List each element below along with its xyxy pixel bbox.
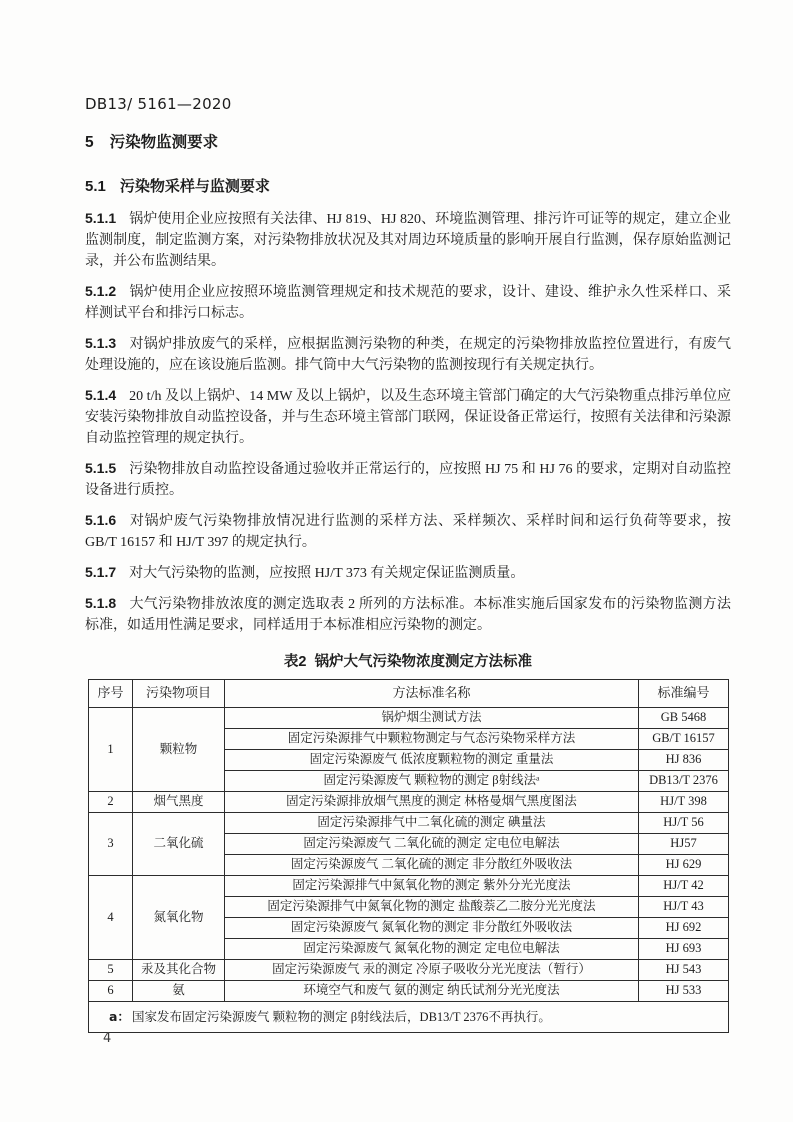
clause-text: 对大气污染物的监测，应按照 HJ/T 373 有关规定保证监测质量。 (129, 566, 525, 581)
clause-paragraph (85, 281, 731, 324)
table-cell-no: 2 (89, 792, 133, 813)
clause-number: 5.1.1 (85, 210, 117, 226)
clause-text: 对锅炉废气污染物排放情况进行监测的采样方法、采样频次、采样时间和运行负荷等要求，按 GB/T 16157 和 HJ/T 397 的规定执行。 (85, 514, 731, 550)
table-header-method-name: 方法标准名称 (225, 680, 639, 708)
table-footnote-row (89, 1002, 729, 1033)
clause-paragraph (85, 385, 731, 449)
clause-text: 20 t/h 及以上锅炉、14 MW 及以上锅炉，以及生态环境主管部门确定的大气污染物重点排污单位应安装污染物排放自动监控设备，并与生态环境主管部门联网，保证设备正常运行，按照有关法律和污染源自动监控管理的规定执行。 (85, 389, 731, 446)
table-cell-standard-code: DB13/T 2376 (639, 771, 729, 792)
table-row (89, 876, 729, 897)
table-cell-method-name: 固定污染源排气中氮氧化物的测定 紫外分光光度法 (225, 876, 639, 897)
doc-code: DB13/ 5161—2020 (85, 95, 232, 113)
table-header-pollutant: 污染物项目 (133, 680, 225, 708)
clause-text: 锅炉使用企业应按照有关法律、HJ 819、HJ 820、环境监测管理、排污许可证等的规定，建立企业监测制度，制定监测方案，对污染物排放状况及其对周边环境质量的影响开展自行监测，保存原始监测记录，并公布监测结果。 (85, 212, 731, 269)
table-cell-standard-code: HJ/T 398 (639, 792, 729, 813)
table-cell-method-name: 固定污染源废气 低浓度颗粒物的测定 重量法 (225, 750, 639, 771)
clause-paragraph (85, 562, 731, 584)
clause-text: 大气污染物排放浓度的测定选取表 2 所列的方法标准。本标准实施后国家发布的污染物监测方法标准，如适用性满足要求，同样适用于本标准相应污染物的测定。 (85, 597, 731, 633)
clause-number: 5.1.7 (85, 564, 117, 580)
clause-text: 锅炉使用企业应按照环境监测管理规定和技术规范的要求，设计、建设、维护永久性采样口、采样测试平台和排污口标志。 (85, 285, 731, 321)
page-number: 4 (103, 1031, 112, 1046)
table-cell-method-name: 固定污染源废气 氮氧化物的测定 非分散红外吸收法 (225, 918, 639, 939)
footnote-text: 国家发布固定污染源废气 颗粒物的测定 β射线法后，DB13/T 2376不再执行。 (131, 1009, 551, 1024)
table-cell-pollutant: 烟气黑度 (133, 792, 225, 813)
table-header-no: 序号 (89, 680, 133, 708)
table-cell-pollutant: 氮氧化物 (133, 876, 225, 960)
table-row (89, 960, 729, 981)
clause-number: 5.1.8 (85, 595, 117, 611)
table-cell-standard-code: GB/T 16157 (639, 729, 729, 750)
clause-paragraph (85, 593, 731, 636)
section-number: 5 (85, 134, 94, 151)
table-header-row (89, 680, 729, 708)
table-cell-standard-code: HJ 543 (639, 960, 729, 981)
clause-number: 5.1.4 (85, 387, 117, 403)
table-cell-standard-code: HJ 692 (639, 918, 729, 939)
clause-text: 污染物排放自动监控设备通过验收并正常运行的，应按照 HJ 75 和 HJ 76 的要求，定期对自动监控设备进行质控。 (85, 462, 731, 498)
table-cell-no: 4 (89, 876, 133, 960)
clause-paragraph (85, 208, 731, 272)
table-cell-no: 6 (89, 981, 133, 1002)
footnote-label: a： (109, 1008, 130, 1024)
table-row (89, 792, 729, 813)
table-cell-method-name: 固定污染源排气中氮氧化物的测定 盐酸萘乙二胺分光光度法 (225, 897, 639, 918)
table-cell-standard-code: HJ 836 (639, 750, 729, 771)
table-cell-method-name: 固定污染源废气 汞的测定 冷原子吸收分光光度法（暂行） (225, 960, 639, 981)
page-content (85, 95, 731, 1033)
clause-paragraph (85, 510, 731, 553)
table-cell-method-name: 固定污染源排气中颗粒物测定与气态污染物采样方法 (225, 729, 639, 750)
clause-number: 5.1.6 (85, 512, 117, 528)
table-footnote-cell (89, 1002, 729, 1033)
table-cell-method-name: 固定污染源排气中二氧化硫的测定 碘量法 (225, 813, 639, 834)
table-cell-standard-code: HJ 629 (639, 855, 729, 876)
table-cell-pollutant: 颗粒物 (133, 708, 225, 792)
table-cell-method-name: 固定污染源废气 二氧化硫的测定 非分散红外吸收法 (225, 855, 639, 876)
table-header-standard-code: 标准编号 (639, 680, 729, 708)
table-cell-pollutant: 二氧化硫 (133, 813, 225, 876)
table-cell-pollutant: 汞及其化合物 (133, 960, 225, 981)
clause-paragraph (85, 333, 731, 376)
section-title: 污染物监测要求 (109, 134, 219, 151)
clause-paragraph (85, 458, 731, 501)
table-cell-standard-code: GB 5468 (639, 708, 729, 729)
table-cell-standard-code: HJ 693 (639, 939, 729, 960)
table-cell-method-name: 固定污染源排放烟气黑度的测定 林格曼烟气黑度图法 (225, 792, 639, 813)
table-cell-method-name: 固定污染源废气 氮氧化物的测定 定电位电解法 (225, 939, 639, 960)
table-cell-no: 1 (89, 708, 133, 792)
table-cell-standard-code: HJ/T 42 (639, 876, 729, 897)
methods-table (88, 679, 729, 1033)
table-cell-method-name: 锅炉烟尘测试方法 (225, 708, 639, 729)
subsection-number: 5.1 (85, 178, 106, 195)
table-row (89, 708, 729, 729)
table-cell-standard-code: HJ57 (639, 834, 729, 855)
clause-text: 对锅炉排放废气的采样，应根据监测污染物的种类，在规定的污染物排放监控位置进行，有废气处理设施的，应在该设施后监测。排气筒中大气污染物的监测按现行有关规定执行。 (85, 337, 731, 373)
table-cell-no: 3 (89, 813, 133, 876)
table-title (85, 650, 731, 671)
table-row (89, 813, 729, 834)
subsection-heading (85, 177, 731, 197)
clause-number: 5.1.5 (85, 460, 117, 476)
table-cell-method-name: 固定污染源废气 二氧化硫的测定 定电位电解法 (225, 834, 639, 855)
table-cell-pollutant: 氨 (133, 981, 225, 1002)
clause-number: 5.1.2 (85, 283, 117, 299)
table-cell-no: 5 (89, 960, 133, 981)
table-cell-standard-code: HJ/T 56 (639, 813, 729, 834)
table-row (89, 981, 729, 1002)
table-title-text: 锅炉大气污染物浓度测定方法标准 (314, 654, 533, 670)
table-cell-method-name: 环境空气和废气 氨的测定 纳氏试剂分光光度法 (225, 981, 639, 1002)
table-title-label: 表2 (283, 654, 307, 670)
methods-table-body (89, 708, 729, 1002)
subsection-title: 污染物采样与监测要求 (119, 178, 270, 195)
section-heading (85, 133, 731, 153)
clause-number: 5.1.3 (85, 335, 117, 351)
table-cell-standard-code: HJ/T 43 (639, 897, 729, 918)
table-cell-standard-code: HJ 533 (639, 981, 729, 1002)
table-cell-method-name: 固定污染源废气 颗粒物的测定 β射线法ᵃ (225, 771, 639, 792)
